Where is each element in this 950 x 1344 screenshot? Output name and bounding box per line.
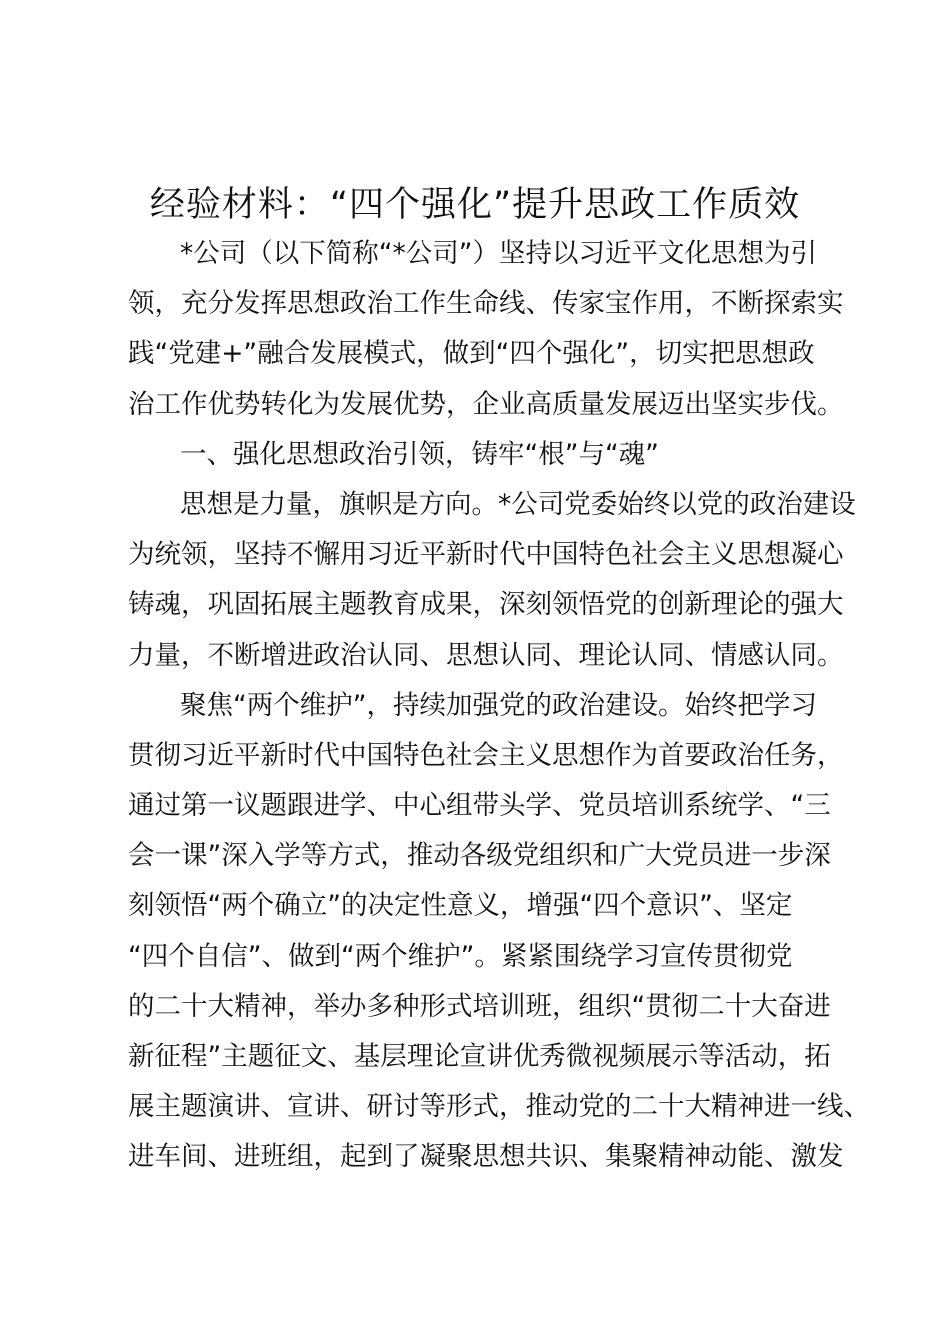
paragraph-line: 领，充分发挥思想政治工作生命线、传家宝作用，不断探索实 bbox=[128, 288, 844, 320]
paragraph-line: 通过第一议题跟进学、中心组带头学、党员培训系统学、“三 bbox=[128, 790, 831, 822]
paragraph-line: *公司（以下简称“*公司”）坚持以习近平文化思想为引 bbox=[180, 238, 817, 269]
paragraph-line: 治工作优势转化为发展优势，企业高质量发展迈出坚实步伐。 bbox=[128, 388, 844, 420]
paragraph-line: 的二十大精神，举办多种形式培训班，组织“贯彻二十大奋进 bbox=[128, 990, 831, 1022]
paragraph-line: 力量，不断增进政治认同、思想认同、理论认同、情感认同。 bbox=[128, 639, 844, 671]
paragraph-line: 贯彻习近平新时代中国特色社会主义思想作为首要政治任务， bbox=[128, 739, 844, 771]
paragraph-line: 新征程”主题征文、基层理论宣讲优秀微视频展示等活动，拓 bbox=[128, 1041, 831, 1072]
paragraph-line: 为统领，坚持不懈用习近平新时代中国特色社会主义思想凝心 bbox=[128, 539, 844, 571]
paragraph-line: 刻领悟“两个确立”的决定性意义，增强“四个意识”、坚定 bbox=[128, 890, 793, 922]
section-heading: 一、强化思想政治引领，铸牢“根”与“魂” bbox=[180, 438, 659, 470]
paragraph-line: 展主题演讲、宣讲、研讨等形式，推动党的二十大精神进一线、 bbox=[128, 1091, 870, 1123]
paragraph-line: 聚焦“两个维护”，持续加强党的政治建设。始终把学习 bbox=[180, 689, 817, 721]
paragraph-line: 思想是力量，旗帜是方向。*公司党委始终以党的政治建设 bbox=[180, 488, 856, 520]
paragraph-line: 进车间、进班组，起到了凝聚思想共识、集聚精神动能、激发 bbox=[128, 1141, 844, 1173]
paragraph-line: 铸魂，巩固拓展主题教育成果，深刻领悟党的创新理论的强大 bbox=[128, 589, 844, 621]
document-title: 经验材料：“四个强化”提升思政工作质效 bbox=[149, 185, 801, 225]
paragraph-line: “四个自信”、做到“两个维护”。紧紧围绕学习宣传贯彻党 bbox=[128, 940, 793, 972]
paragraph-line: 会一课”深入学等方式，推动各级党组织和广大党员进一步深 bbox=[128, 840, 831, 872]
paragraph-line: 践“党建+”融合发展模式，做到“四个强化”，切实把思想政 bbox=[128, 338, 815, 370]
document-body bbox=[128, 229, 870, 1183]
